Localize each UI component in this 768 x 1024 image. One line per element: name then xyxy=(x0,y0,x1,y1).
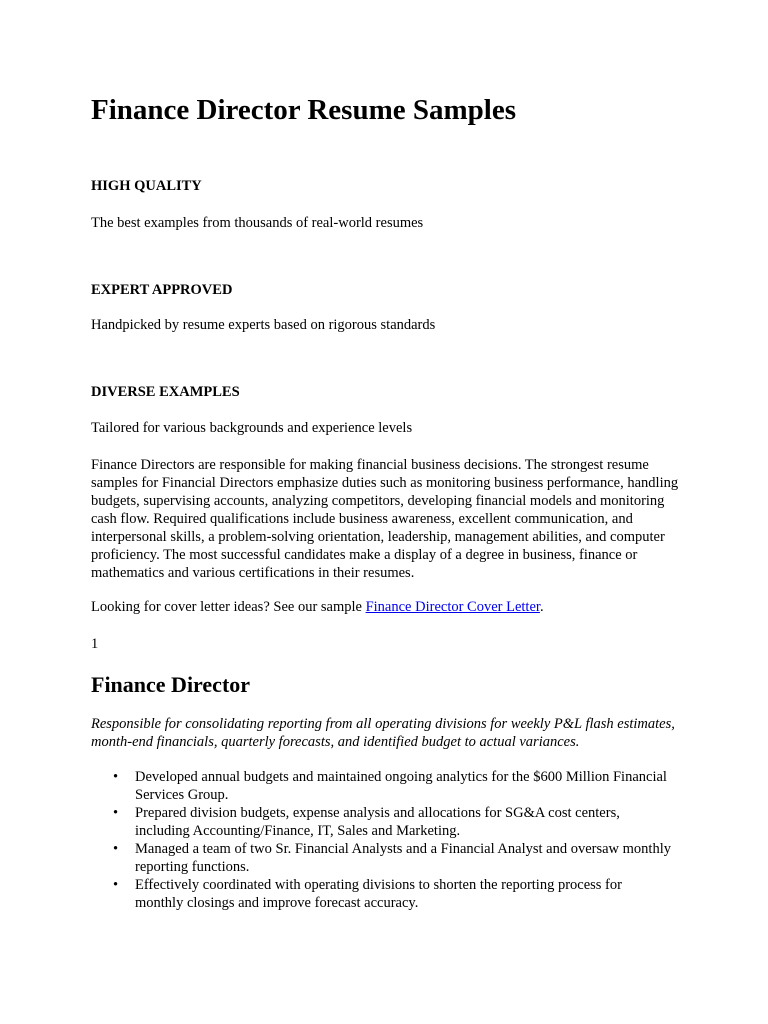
list-item xyxy=(91,876,671,912)
section-heading-high-quality: HIGH QUALITY xyxy=(91,178,202,194)
list-item-text: Effectively coordinated with operating divisions to shorten the reporting process for monthly closings and improve forecast accuracy. xyxy=(135,877,622,911)
section-text-expert-approved: Handpicked by resume experts based on rigorous standards xyxy=(91,317,436,333)
section-heading-diverse-examples: DIVERSE EXAMPLES xyxy=(91,384,240,400)
bullet-icon: • xyxy=(113,769,119,785)
bullet-icon: • xyxy=(113,877,119,893)
bullet-icon: • xyxy=(113,841,119,857)
bullet-icon: • xyxy=(113,805,119,821)
list-item xyxy=(91,804,671,840)
cover-letter-suffix: . xyxy=(539,599,544,615)
list-item-text: Prepared division budgets, expense analysis and allocations for SG&A cost centers, including Accounting/Finance, IT, Sales and Marketing. xyxy=(135,805,620,839)
sample-title: Finance Director xyxy=(91,672,251,697)
list-item-text: Developed annual budgets and maintained ongoing analytics for the $600 Million Financial Services Group. xyxy=(135,769,667,803)
section-text-diverse-examples: Tailored for various backgrounds and experience levels xyxy=(91,420,413,436)
intro-paragraph: Finance Directors are responsible for making financial business decisions. The strongest resume samples for Financial Directors emphasize duties such as monitoring business performance, handling budgets, supervising accounts, analyzing competitors, developing financial models and monitoring cash flow. Required qualifications include business awareness, excellent communication, and interpersonal skills, a problem-solving orientation, leadership, management abilities, and computer proficiency. The most successful candidates make a display of a degree in business, finance or mathematics and various certifications in their resumes. xyxy=(91,457,679,581)
achievement-list xyxy=(91,768,671,912)
section-text-high-quality: The best examples from thousands of real-world resumes xyxy=(91,215,424,231)
cover-letter-line xyxy=(91,598,544,616)
list-item xyxy=(91,768,671,804)
section-heading-expert-approved: EXPERT APPROVED xyxy=(91,282,233,298)
cover-letter-link[interactable]: Finance Director Cover Letter xyxy=(365,599,540,615)
cover-letter-prefix: Looking for cover letter ideas? See our sample xyxy=(91,599,366,615)
sample-summary: Responsible for consolidating reporting from all operating divisions for weekly P&L flash estimates, month-end financials, quarterly forecasts, and identified budget to actual variances. xyxy=(91,716,675,750)
list-item-text: Managed a team of two Sr. Financial Analysts and a Financial Analyst and oversaw monthly reporting functions. xyxy=(135,841,671,875)
sample-number: 1 xyxy=(91,636,99,652)
list-item xyxy=(91,840,671,876)
page-title: Finance Director Resume Samples xyxy=(91,94,517,126)
